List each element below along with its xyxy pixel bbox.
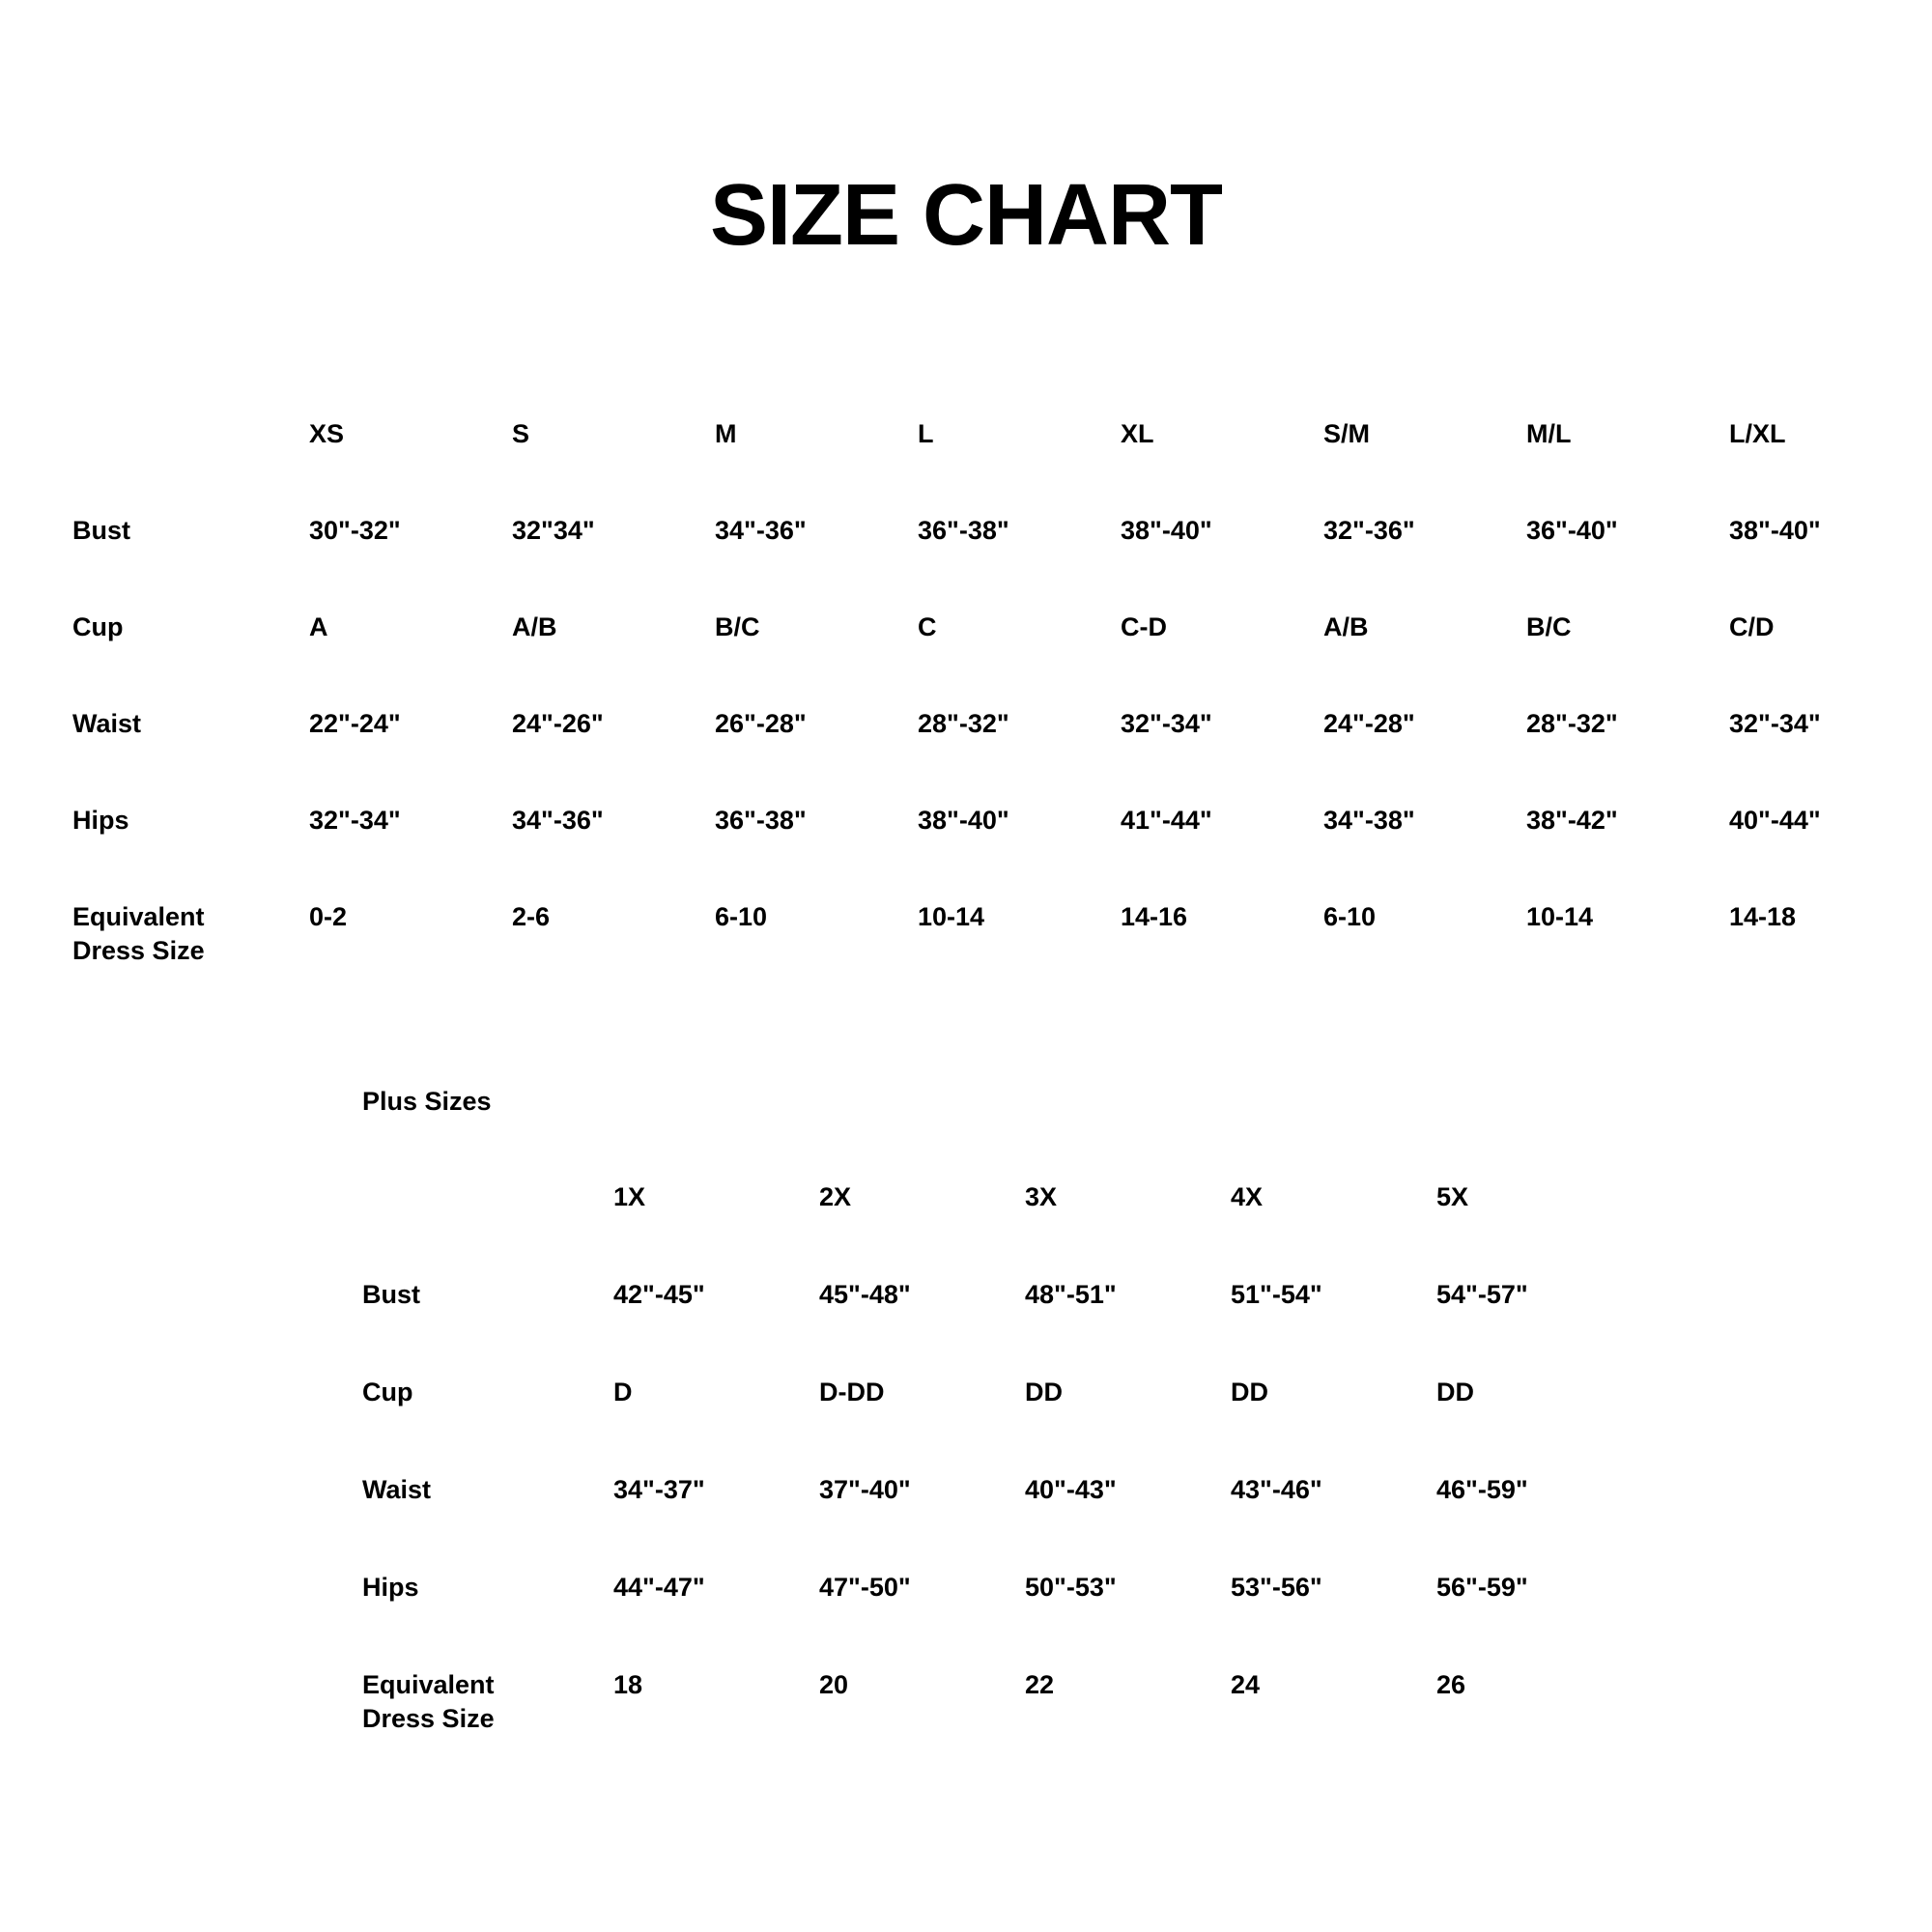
cell-hips-s: 34"-36" [512,806,604,835]
cell-waist-ml: 28"-32" [1526,709,1618,738]
plus-cell-dress-2x: 20 [819,1670,849,1699]
plus-row-label-cup: Cup [362,1378,413,1406]
plus-cell-waist-1x: 34"-37" [613,1475,705,1504]
plus-cell-cup-5x: DD [1436,1378,1474,1406]
plus-table-row-equivalent-dress-size [362,1668,1642,1794]
plus-sizes-heading: Plus Sizes [362,1087,492,1116]
plus-cell-bust-2x: 45"-48" [819,1280,911,1309]
plus-cell-dress-1x: 18 [613,1670,643,1699]
plus-cell-cup-2x: D-DD [819,1378,885,1406]
cell-dress-m: 6-10 [715,902,768,931]
cell-dress-xl: 14-16 [1121,902,1188,931]
column-header-s: S [512,419,530,448]
cell-bust-lxl: 38"-40" [1729,516,1821,545]
cell-bust-ml: 36"-40" [1526,516,1618,545]
cell-cup-m: B/C [715,612,760,641]
plus-row-label-bust: Bust [362,1280,420,1309]
plus-column-header-2x: 2X [819,1182,852,1211]
row-label-cup: Cup [72,612,124,641]
cell-bust-sm: 32"-36" [1323,516,1415,545]
cell-waist-sm: 24"-28" [1323,709,1415,738]
plus-cell-waist-3x: 40"-43" [1025,1475,1117,1504]
cell-bust-xs: 30"-32" [309,516,401,545]
plus-row-label-header [362,1180,613,1278]
cell-hips-m: 36"-38" [715,806,807,835]
plus-cell-cup-3x: DD [1025,1378,1063,1406]
plus-table-header-row [362,1180,1642,1278]
cell-hips-lxl: 40"-44" [1729,806,1821,835]
cell-hips-sm: 34"-38" [1323,806,1415,835]
cell-hips-xl: 41"-44" [1121,806,1212,835]
table-row-equivalent-dress-size [72,900,1932,1026]
cell-hips-xs: 32"-34" [309,806,401,835]
column-header-m: M [715,419,737,448]
plus-table-row-bust [362,1278,1642,1376]
plus-column-header-1x: 1X [613,1182,646,1211]
plus-row-label-equivalent-line1: Equivalent [362,1670,495,1699]
plus-cell-dress-3x: 22 [1025,1670,1055,1699]
plus-row-label-hips: Hips [362,1573,419,1602]
table-row-cup [72,611,1932,707]
plus-cell-bust-4x: 51"-54" [1231,1280,1322,1309]
cell-hips-l: 38"-40" [918,806,1009,835]
plus-cell-cup-4x: DD [1231,1378,1268,1406]
column-header-xl: XL [1121,419,1154,448]
plus-column-header-4x: 4X [1231,1182,1264,1211]
cell-waist-xs: 22"-24" [309,709,401,738]
plus-cell-cup-1x: D [613,1378,633,1406]
column-header-xs: XS [309,419,345,448]
table-header-row [72,417,1932,514]
cell-dress-ml: 10-14 [1526,902,1594,931]
plus-cell-hips-4x: 53"-56" [1231,1573,1322,1602]
row-label-bust: Bust [72,516,130,545]
plus-cell-waist-5x: 46"-59" [1436,1475,1528,1504]
table-row-hips [72,804,1932,900]
row-label-waist: Waist [72,709,142,738]
cell-cup-l: C [918,612,937,641]
table-row-bust [72,514,1932,611]
column-header-sm: S/M [1323,419,1371,448]
plus-row-label-equivalent-dress-size [362,1668,613,1794]
cell-cup-xs: A [309,612,328,641]
plus-cell-hips-3x: 50"-53" [1025,1573,1117,1602]
column-header-l: L [918,419,934,448]
page-title: SIZE CHART [710,167,1222,264]
cell-waist-xl: 32"-34" [1121,709,1212,738]
cell-cup-sm: A/B [1323,612,1369,641]
plus-table-row-hips [362,1571,1642,1668]
column-header-lxl: L/XL [1729,419,1786,448]
row-label-equivalent-line2: Dress Size [72,935,205,965]
plus-cell-hips-1x: 44"-47" [613,1573,705,1602]
cell-cup-ml: B/C [1526,612,1572,641]
plus-cell-dress-4x: 24 [1231,1670,1261,1699]
plus-cell-hips-2x: 47"-50" [819,1573,911,1602]
plus-cell-bust-5x: 54"-57" [1436,1280,1528,1309]
plus-column-header-3x: 3X [1025,1182,1058,1211]
row-label-hips: Hips [72,806,129,835]
cell-dress-l: 10-14 [918,902,985,931]
cell-bust-xl: 38"-40" [1121,516,1212,545]
standard-sizes-table [72,417,1932,1026]
plus-cell-bust-3x: 48"-51" [1025,1280,1117,1309]
cell-bust-s: 32"34" [512,516,595,545]
cell-dress-lxl: 14-18 [1729,902,1797,931]
row-label-header [72,417,309,514]
plus-cell-dress-5x: 26 [1436,1670,1466,1699]
cell-waist-s: 24"-26" [512,709,604,738]
plus-cell-waist-2x: 37"-40" [819,1475,911,1504]
plus-row-label-waist: Waist [362,1475,432,1504]
cell-waist-l: 28"-32" [918,709,1009,738]
cell-cup-s: A/B [512,612,557,641]
cell-cup-xl: C-D [1121,612,1167,641]
row-label-equivalent-line1: Equivalent [72,902,205,931]
row-label-equivalent-dress-size [72,900,309,1026]
table-row-waist [72,707,1932,804]
plus-sizes-table [362,1180,1642,1794]
plus-column-header-5x: 5X [1436,1182,1469,1211]
cell-bust-l: 36"-38" [918,516,1009,545]
cell-waist-m: 26"-28" [715,709,807,738]
cell-dress-xs: 0-2 [309,902,348,931]
plus-row-label-equivalent-line2: Dress Size [362,1703,495,1733]
plus-cell-bust-1x: 42"-45" [613,1280,705,1309]
column-header-ml: M/L [1526,419,1572,448]
plus-cell-waist-4x: 43"-46" [1231,1475,1322,1504]
cell-dress-sm: 6-10 [1323,902,1377,931]
cell-waist-lxl: 32"-34" [1729,709,1821,738]
cell-cup-lxl: C/D [1729,612,1775,641]
plus-table-row-cup [362,1376,1642,1473]
cell-hips-ml: 38"-42" [1526,806,1618,835]
cell-bust-m: 34"-36" [715,516,807,545]
plus-cell-hips-5x: 56"-59" [1436,1573,1528,1602]
plus-table-row-waist [362,1473,1642,1571]
cell-dress-s: 2-6 [512,902,551,931]
